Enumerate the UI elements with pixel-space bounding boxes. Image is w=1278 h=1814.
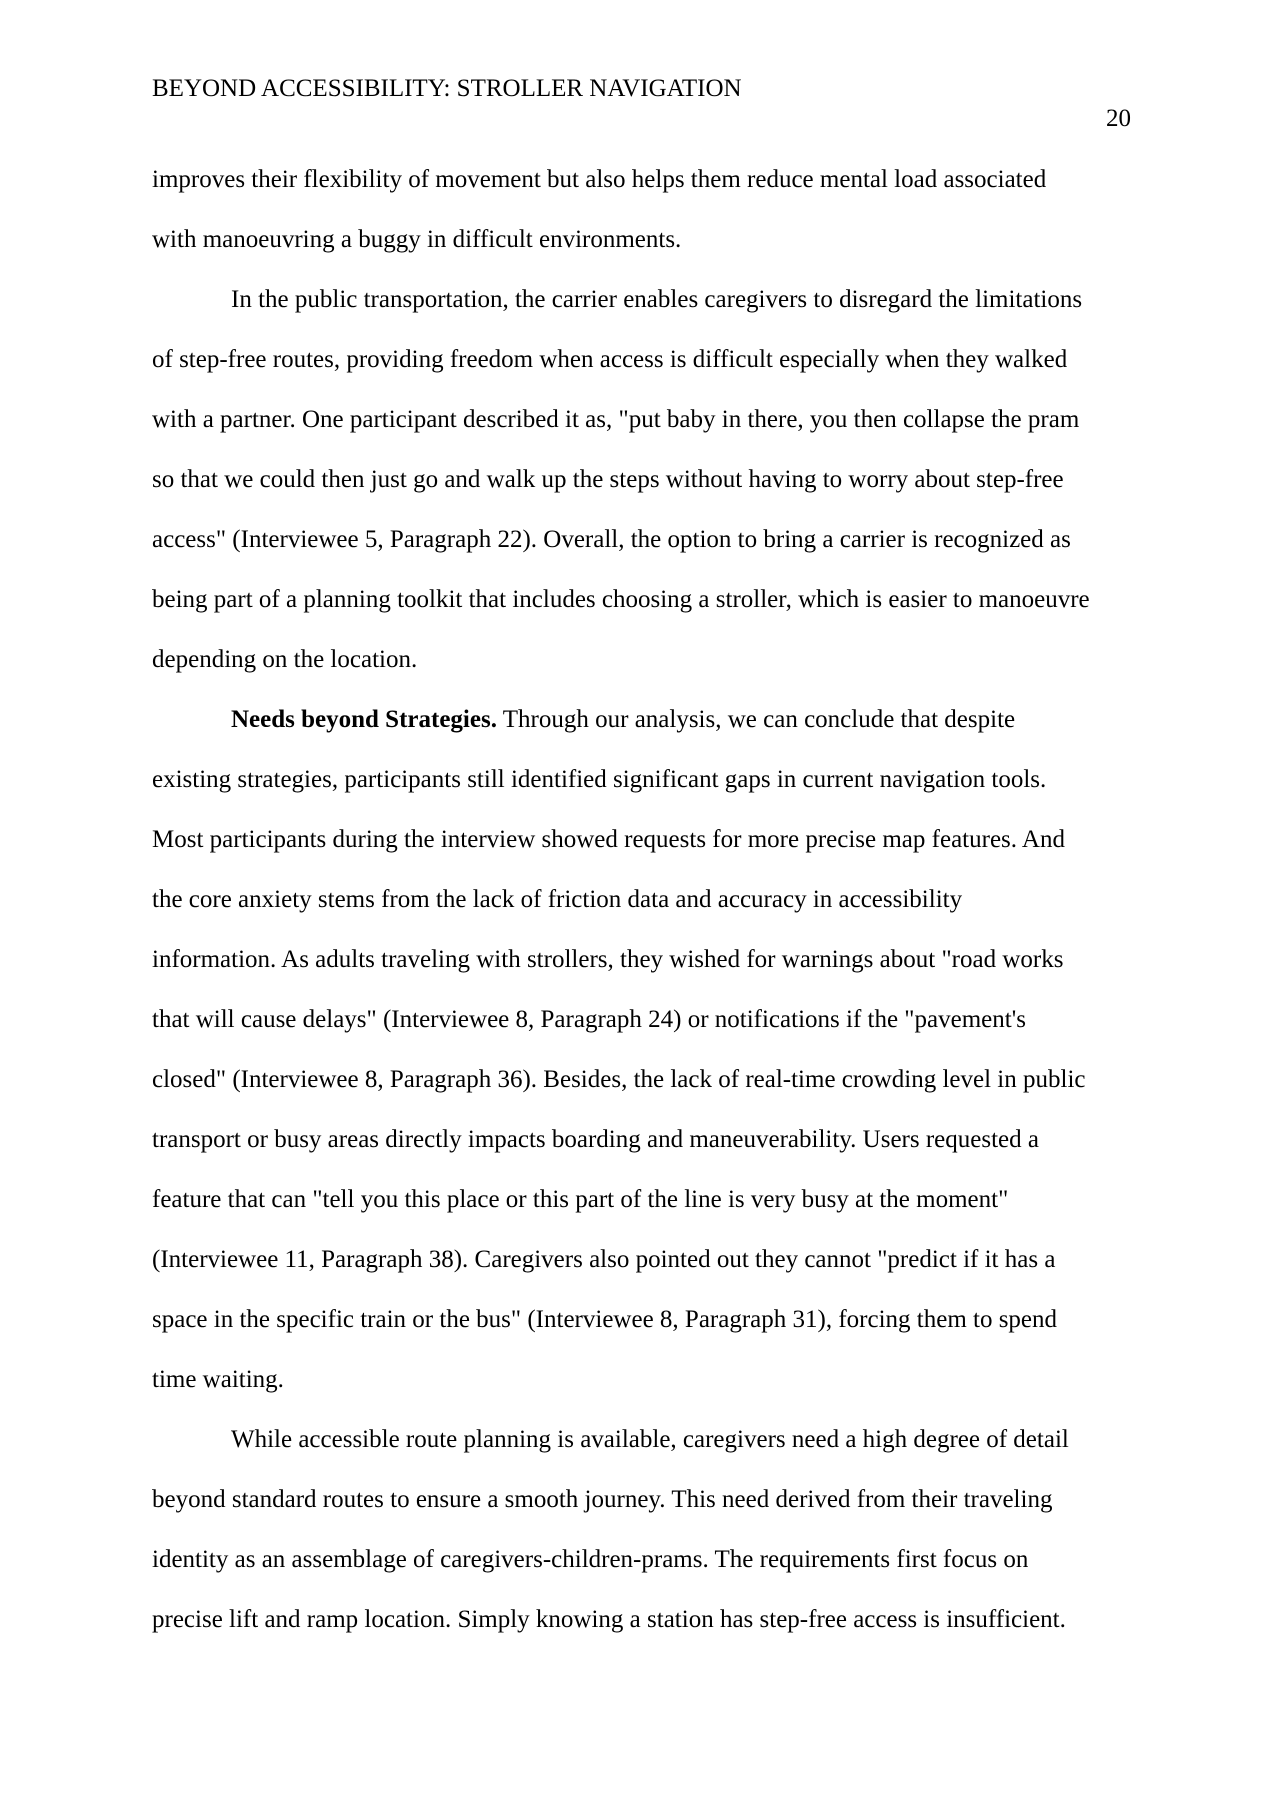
text-line: time waiting. [152, 1366, 284, 1393]
page-number: 20 [1106, 105, 1131, 132]
paragraph-first-line: In the public transportation, the carrier enables caregivers to disregard the limitations [231, 286, 1083, 313]
body-text [152, 150, 1128, 1650]
text-line: access" (Interviewee 5, Paragraph 22). Overall, the option to bring a carrier is recognized as [152, 526, 1071, 553]
text-line: that will cause delays" (Interviewee 8, Paragraph 24) or notifications if the "pavement's [152, 1006, 1026, 1033]
text-line: Most participants during the interview showed requests for more precise map features. And [152, 826, 1065, 853]
text-line: information. As adults traveling with strollers, they wished for warnings about "road works [152, 946, 1064, 973]
text-line: of step-free routes, providing freedom when access is difficult especially when they walked [152, 346, 1068, 373]
text-line: improves their flexibility of movement but also helps them reduce mental load associated [152, 166, 1047, 193]
text-line: existing strategies, participants still identified significant gaps in current navigation tools. [152, 766, 1047, 793]
text-line: identity as an assemblage of caregivers-children-prams. The requirements first focus on [152, 1546, 1029, 1573]
text-line: the core anxiety stems from the lack of friction data and accuracy in accessibility [152, 886, 963, 913]
text-line: closed" (Interviewee 8, Paragraph 36). Besides, the lack of real-time crowding level in public [152, 1066, 1086, 1093]
subsection-heading: Needs beyond Strategies. [231, 706, 497, 733]
text-line: feature that can "tell you this place or this part of the line is very busy at the moment" [152, 1186, 1009, 1213]
running-head: BEYOND ACCESSIBILITY: STROLLER NAVIGATION [152, 75, 742, 102]
text-line: with manoeuvring a buggy in difficult environments. [152, 226, 682, 253]
text-line: depending on the location. [152, 646, 418, 673]
subsection-heading-line [152, 690, 1128, 750]
text-line: space in the specific train or the bus" (Interviewee 8, Paragraph 31), forcing them to spend [152, 1306, 1058, 1333]
paragraph-first-line: While accessible route planning is available, caregivers need a high degree of detail [231, 1426, 1069, 1453]
text-line: precise lift and ramp location. Simply knowing a station has step-free access is insufficient. [152, 1606, 1066, 1633]
text-line: so that we could then just go and walk up the steps without having to worry about step-free [152, 466, 1064, 493]
text-line: beyond standard routes to ensure a smooth journey. This need derived from their traveling [152, 1486, 1053, 1513]
text-line: being part of a planning toolkit that includes choosing a stroller, which is easier to manoeuvre [152, 586, 1090, 613]
text-line: transport or busy areas directly impacts boarding and maneuverability. Users requested a [152, 1126, 1039, 1153]
heading-trailing-text: Through our analysis, we can conclude that despite [496, 706, 1016, 733]
text-line: (Interviewee 11, Paragraph 38). Caregivers also pointed out they cannot "predict if it has a [152, 1246, 1056, 1273]
text-line: with a partner. One participant described it as, "put baby in there, you then collapse the pram [152, 406, 1080, 433]
